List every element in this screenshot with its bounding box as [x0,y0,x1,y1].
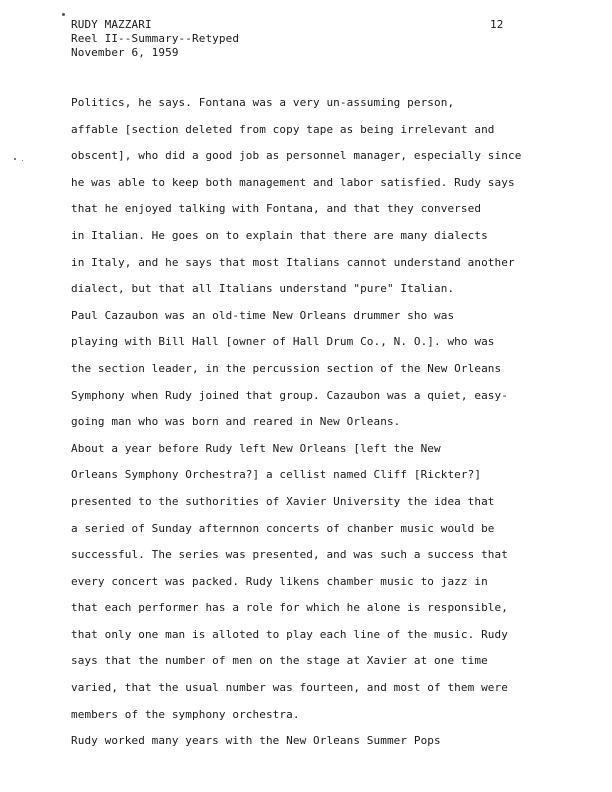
reel-label: Reel II--Summary--Retyped [71,32,240,45]
text-line: varied, that the usual number was fourteen, and most of them were [71,681,508,695]
body-text [71,90,551,755]
interviewee-name: RUDY MAZZARI [71,18,152,31]
text-line: that each performer has a role for which he alone is responsible, [71,601,508,615]
text-line: successful. The series was presented, and was such a success that [71,548,508,562]
document-header [71,18,239,60]
interview-date: November 6, 1959 [71,46,179,59]
text-line: Rudy worked many years with the New Orleans Summer Pops [71,734,441,748]
text-line: affable [section deleted from copy tape as being irrelevant and [71,122,495,136]
text-line: Paul Cazaubon was an old-time New Orleans drummer sho was [71,308,455,322]
text-line: playing with Bill Hall [owner of Hall Drum Co., N. O.]. who was [71,335,495,349]
text-line: Politics, he says. Fontana was a very un-assuming person, [71,96,455,109]
text-line: in Italian. He goes on to explain that there are many dialects [71,228,488,242]
text-line: Symphony when Rudy joined that group. Cazaubon was a quiet, easy- [71,388,508,402]
text-line: says that the number of men on the stage at Xavier at one time [71,654,488,668]
scan-speck [62,13,65,16]
scan-speck [22,160,23,161]
text-line: presented to the suthorities of Xavier University the idea that [71,494,495,508]
text-line: in Italy, and he says that most Italians cannot understand another [71,255,515,269]
text-line: every concert was packed. Rudy likens chamber music to jazz in [71,574,488,588]
text-line: going man who was born and reared in New Orleans. [71,415,401,429]
text-line: obscent], who did a good job as personnel manager, especially since [71,149,522,163]
text-line: he was able to keep both management and labor satisfied. Rudy says [71,175,515,189]
text-line: About a year before Rudy left New Orleans [left the New [71,441,441,455]
text-line: a seried of Sunday afternnon concerts of chanber music would be [71,521,495,535]
text-line: that only one man is alloted to play each line of the music. Rudy [71,627,508,641]
text-line: that he enjoyed talking with Fontana, and that they conversed [71,202,482,216]
text-line: the section leader, in the percussion section of the New Orleans [71,361,502,375]
text-line: Orleans Symphony Orchestra?] a cellist named Cliff [Rickter?] [71,468,482,482]
page-number: 12 [490,18,504,31]
text-line: dialect, but that all Italians understand "pure" Italian. [71,282,455,296]
scan-speck [14,158,16,160]
text-line: members of the symphony orchestra. [71,707,300,721]
